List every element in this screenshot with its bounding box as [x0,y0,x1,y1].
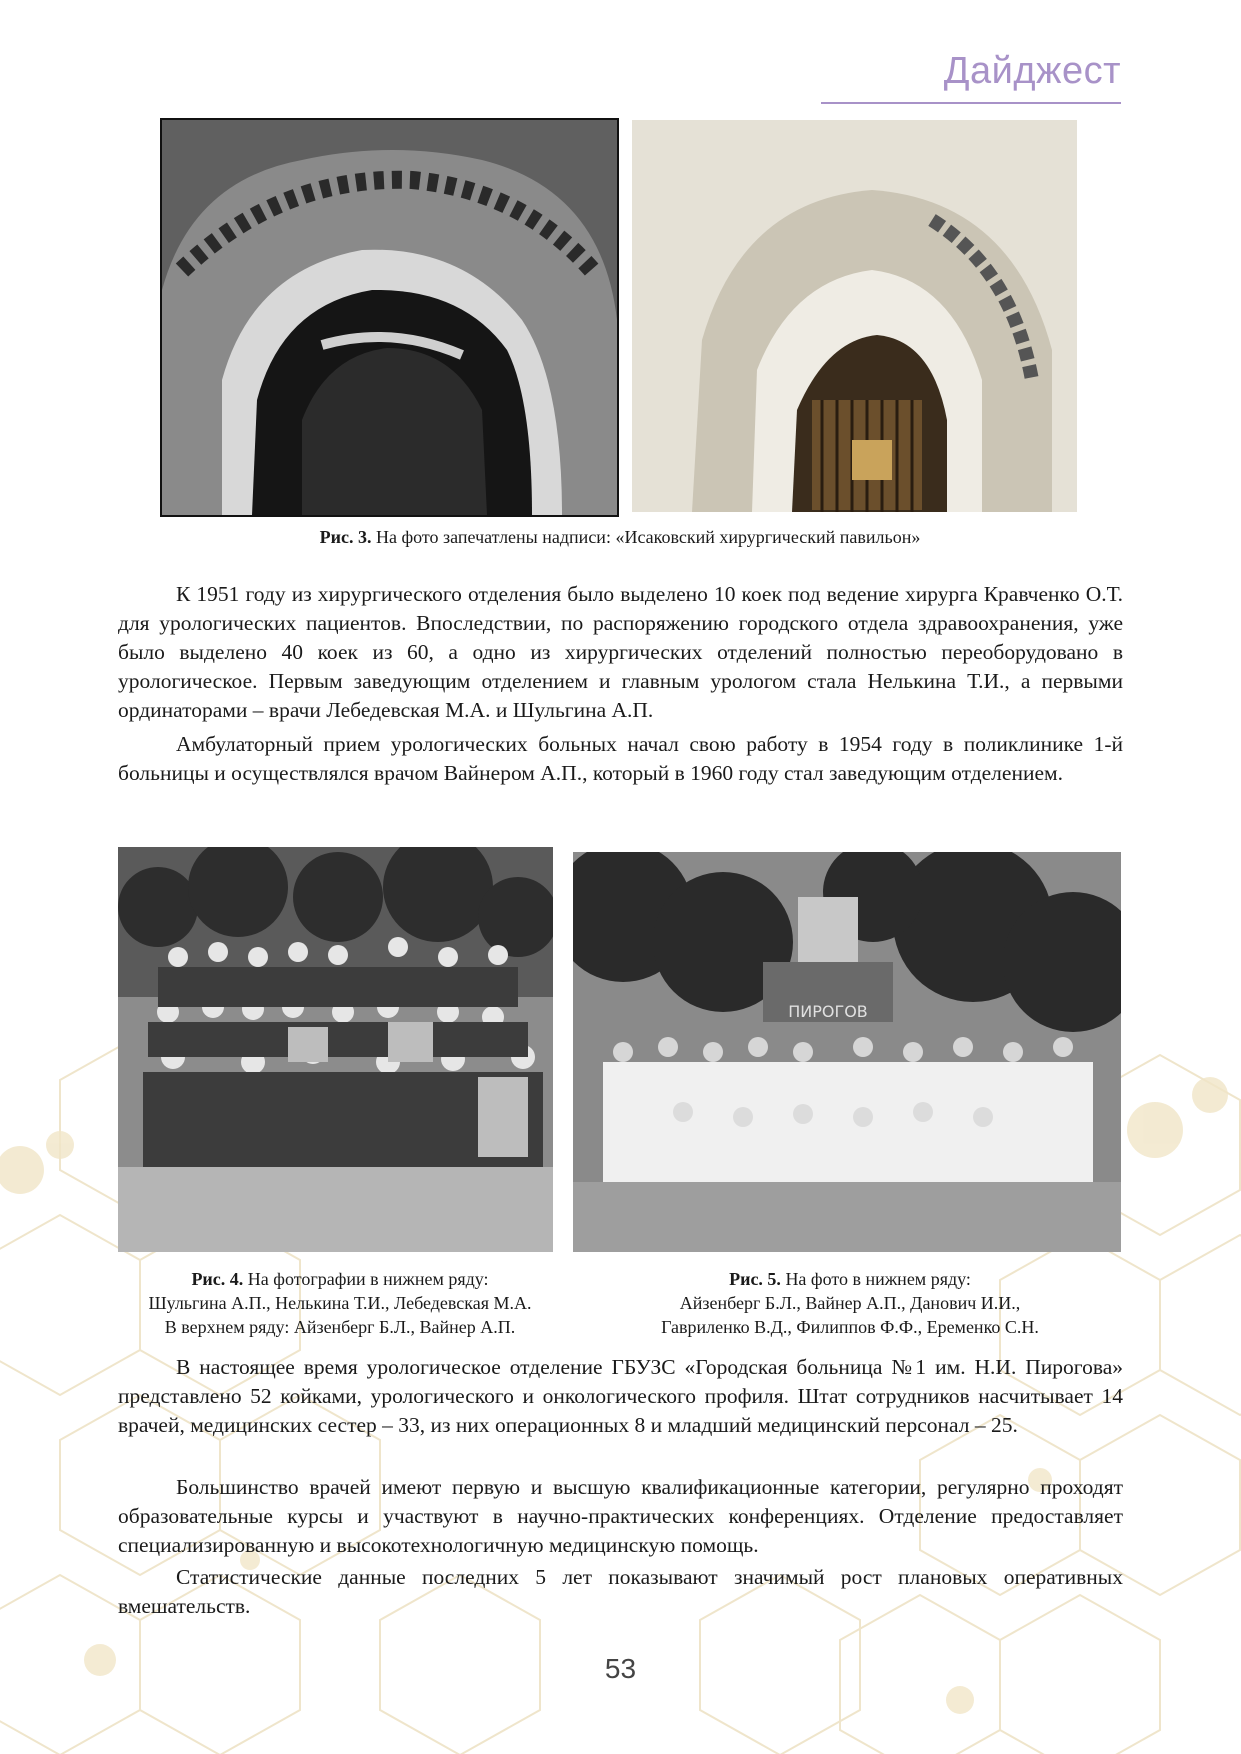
paragraph-3: В настоящее время урологическое отделение ГБУЗС «Городская больница №1 им. Н.И. Пирогова» представлено 52 койками, урологического и онкологического профиля. Штат сотрудников насчитывает 14 врачей, медицинских сестер – 33, из них операционных 8 и младший медицинский персонал – 25. [118,1355,1123,1437]
arch-color-icon [632,120,1077,512]
figure4-caption [110,1267,570,1339]
group-photo-monument-bw-icon [573,852,1121,1252]
header-rule [821,102,1121,104]
figure5-caption-line3: Гавриленко В.Д., Филиппов Ф.Ф., Еременко С.Н. [661,1317,1039,1337]
figure4-caption-line1: На фотографии в нижнем ряду: [247,1269,489,1289]
section-header [941,50,1121,93]
figure5-photo [573,852,1121,1252]
paragraph-5: Статистические данные последних 5 лет показывают значимый рост плановых оперативных вмешательств. [118,1565,1123,1618]
figure5-caption-line1: На фото в нижнем ряду: [785,1269,971,1289]
section-title: Дайджест [943,50,1121,92]
page-number: 53 [604,1653,637,1684]
figure4-caption-line2: Шульгина А.П., Нелькина Т.И., Лебедевская М.А. [148,1293,532,1313]
paragraph-2: Амбулаторный прием урологических больных начал свою работу в 1954 году в поликлинике 1-й больницы и осуществлялся врачом Вайнером А.П., который в 1960 году стал заведующим отделением. [118,732,1123,785]
paragraph-4: Большинство врачей имеют первую и высшую квалификационные категории, регулярно проходят образовательные курсы и участвуют в научно-практических конференциях. Отделение предоставляет специализированную и высокотехнологичную медицинскую помощь. [118,1475,1123,1557]
figure4-caption-line3: В верхнем ряду: Айзенберг Б.Л., Вайнер А.П. [164,1317,516,1337]
figure5-caption-line2: Айзенберг Б.Л., Вайнер А.П., Данович И.И., [679,1293,1021,1313]
figure4-label: Рис. 4. [191,1269,244,1289]
arch-bw-icon [162,120,617,515]
figure3-caption [160,525,1080,549]
figure3-left-photo [160,118,619,517]
figure3-label: Рис. 3. [319,527,372,547]
figure3-right-photo [632,120,1077,512]
figure3-caption-text: На фото запечатлены надписи: «Исаковский хирургический павильон» [376,527,921,547]
monument-text: ПИРОГОВ [788,1002,868,1021]
figure5-label: Рис. 5. [729,1269,781,1289]
figure5-caption [600,1267,1100,1339]
figure4-photo [118,847,553,1252]
paragraph-1: К 1951 году из хирургического отделения было выделено 10 коек под ведение хирурга Кравченко О.Т. для урологических пациентов. Впоследствии, по распоряжению городского отдела здравоохранения, уже было выделено 40 коек из 60, а одно из хирургических отделений полностью переоборудовано в урологическое. Первым заведующим отделением и главным урологом стала Нелькина Т.И., а первыми ординаторами – врачи Лебедевская М.А. и Шульгина А.П. [118,582,1123,722]
group-photo-bw-icon [118,847,553,1252]
